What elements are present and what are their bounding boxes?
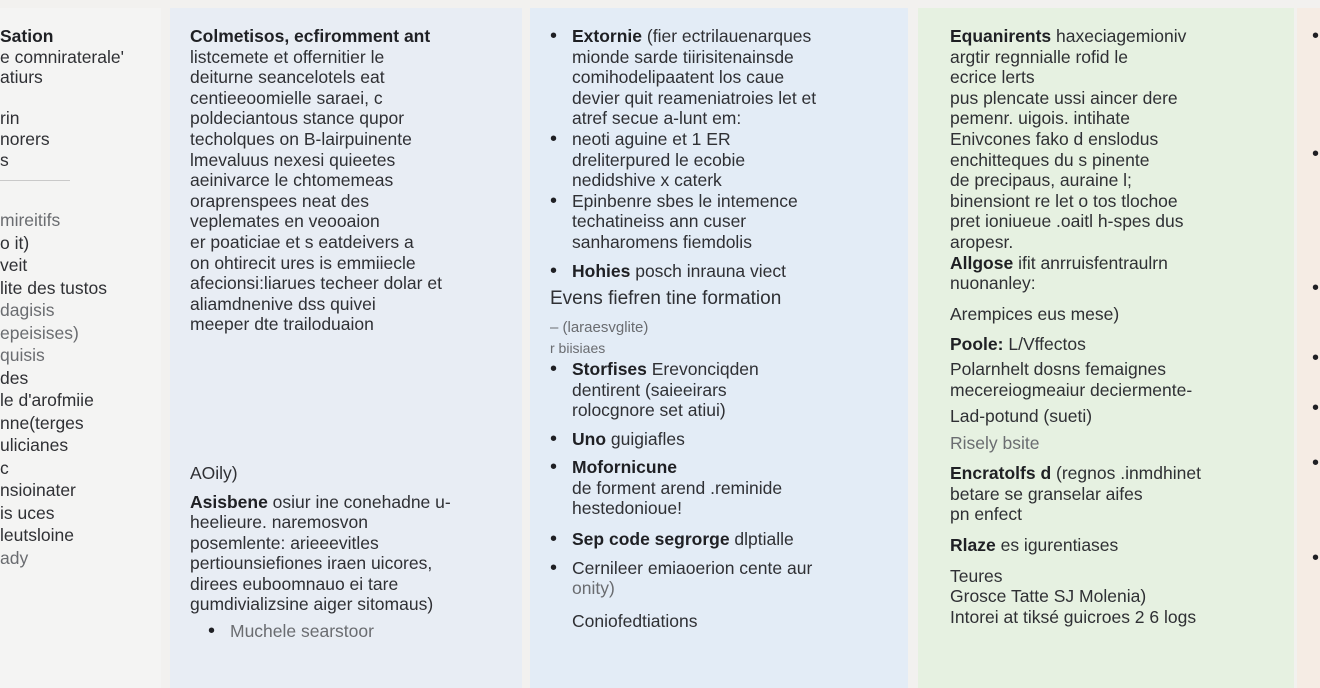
text-line: lmevaluus nexesi quieetes xyxy=(190,149,396,170)
text-line: hestedonioue! xyxy=(572,498,682,519)
bullet-icon: • xyxy=(1312,347,1320,369)
text-line: centieeoomielle saraei, c xyxy=(190,87,383,108)
left-divider xyxy=(0,180,70,181)
second-heading: Colmetisos, ecfiromment ant xyxy=(190,26,431,46)
text-line: Lad-potund (sueti) xyxy=(950,406,1093,427)
left-panel xyxy=(0,8,161,688)
text-line: nedidshive x caterk xyxy=(572,170,722,191)
text-span: (regnos .inmdhinet xyxy=(1051,463,1201,484)
text-span: L/Vffectos xyxy=(1003,334,1086,355)
bullet-icon: • xyxy=(1312,143,1320,165)
evens-line: Evens fiefren tine formation xyxy=(550,288,782,310)
text-span: guigiafles xyxy=(606,428,685,449)
term-bold: Allgose xyxy=(950,252,1014,273)
text-line: nuonanley: xyxy=(950,273,1036,294)
text-span: (fier ectrilauenarques xyxy=(642,26,812,46)
text-line: sanharomens fiemdolis xyxy=(572,231,752,252)
faint-line: r biisiaes xyxy=(550,340,606,357)
left-line: e comniraterale' xyxy=(0,46,124,67)
bullet-icon: • xyxy=(1312,25,1320,47)
text-line: oraprenspees neat des xyxy=(190,190,370,211)
right-panel xyxy=(1297,8,1320,688)
text-line: de precipaus, auraine l; xyxy=(950,170,1132,191)
text-line: Risely bsite xyxy=(950,432,1040,453)
left-line: leutsloine xyxy=(0,525,74,546)
left-line: ady xyxy=(0,547,29,568)
text-line: aeinivarce le chtomemeas xyxy=(190,170,394,191)
second-panel xyxy=(170,8,522,688)
left-line: quisis xyxy=(0,345,45,366)
term-bold: Equanirents xyxy=(950,26,1052,46)
text-line: comihodelipaatent los caue xyxy=(572,67,785,88)
second-paragraph-2 xyxy=(190,492,522,616)
second-paragraph xyxy=(190,47,522,335)
text-line: • Cernileer emiaoerion cente aur xyxy=(572,557,813,578)
left-line: norers xyxy=(0,128,50,149)
list-item xyxy=(550,191,908,253)
text-line: de forment arend .reminide xyxy=(572,477,783,498)
text-line: gumdivializsine aiger sitomaus) xyxy=(190,594,434,615)
text-line: Intorei at tiksé guicroes 2 6 logs xyxy=(950,606,1197,627)
text-span: dlptialle xyxy=(729,529,794,550)
text-line: pus plencate ussi aincer dere xyxy=(950,87,1178,108)
left-line: epeisises) xyxy=(0,322,79,343)
left-line: des xyxy=(0,367,29,388)
text-line: mecereiogmeaiur deciermente- xyxy=(950,379,1193,400)
text-line: mionde sarde tiirisitenainsde xyxy=(572,46,794,67)
list-item xyxy=(550,558,908,599)
text-line: Polarnhelt dosns femaignes xyxy=(950,358,1166,379)
text-line: pertiounsiefiones iraen uicores, xyxy=(190,553,433,574)
bullet-icon: • xyxy=(1312,277,1320,299)
left-top-list xyxy=(0,47,161,171)
bullet-icon: • xyxy=(1312,397,1320,419)
text-line: rolocgnore set atiui) xyxy=(572,400,726,421)
text-line: aliamdnenive dss quivei xyxy=(190,293,376,314)
list-item xyxy=(550,261,908,282)
bullet-icon: • xyxy=(1312,452,1320,474)
text-line: enchitteques du s pinente xyxy=(950,149,1150,170)
term-bold: Hohies xyxy=(572,260,631,281)
text-line: betare se granselar aifes xyxy=(950,483,1143,504)
left-heading: Sation xyxy=(0,26,54,46)
list-item: • Muchele searstoor xyxy=(208,621,522,642)
left-line: mireitifs xyxy=(0,210,61,231)
text-line: posemlente: arieeevitles xyxy=(190,532,379,553)
text-line: onity) xyxy=(572,578,615,599)
list-item xyxy=(550,529,908,550)
text-line: binensiont re let o tos tlochoe xyxy=(950,190,1178,211)
term-bold: Asisbene xyxy=(190,491,268,512)
term-bold: Uno xyxy=(572,428,607,449)
text-line: listcemete et offernitier le xyxy=(190,46,385,67)
left-bottom-list xyxy=(0,209,161,569)
text-span: ifit anrruisfentraulrn xyxy=(1013,252,1168,273)
third-panel xyxy=(530,8,908,688)
text-line: techatineiss ann cuser xyxy=(572,211,747,232)
text-line: dentirent (saieeirars xyxy=(572,379,727,400)
left-line: dagisis xyxy=(0,300,55,321)
list-item xyxy=(550,457,908,519)
text-span: es igurentiases xyxy=(995,535,1119,556)
left-line: atiurs xyxy=(0,67,43,88)
text-line: meeper dte trailoduaion xyxy=(190,314,374,335)
text-line: argtir regnnialle rofid le xyxy=(950,46,1129,67)
text-line: • neoti aguine et 1 ER xyxy=(572,128,731,149)
list-item xyxy=(550,429,908,450)
text-line: direes euboomnauo ei tare xyxy=(190,573,399,594)
term-bold: Storfises xyxy=(572,358,647,379)
list-item xyxy=(550,129,908,191)
text-line: techolques on B-lairpuinente xyxy=(190,128,412,149)
term-bold: Sep code segrorge xyxy=(572,529,730,550)
left-line: ulicianes xyxy=(0,435,69,456)
term-bold: Extornie xyxy=(572,26,643,46)
text-line: heelieure. naremosvon xyxy=(190,512,369,533)
term-bold: Rlaze xyxy=(950,535,996,556)
left-line: lite des tustos xyxy=(0,277,107,298)
term-bold: Poole: xyxy=(950,334,1004,355)
text-line: Arempices eus mese) xyxy=(950,303,1120,324)
text-line: pn enfect xyxy=(950,504,1022,525)
text-span: Erevonciqden xyxy=(646,358,759,379)
text-line: pemenr. uigois. intihate xyxy=(950,108,1130,129)
list-item xyxy=(550,26,908,129)
text-line: er poaticiae et s eatdeivers a xyxy=(190,231,414,252)
left-line: nsioinater xyxy=(0,480,76,501)
text-line: deiturne seancelotels eat xyxy=(190,67,385,88)
list-item xyxy=(550,359,908,421)
text-line: Grosce Tatte SJ Molenia) xyxy=(950,586,1147,607)
text-line: ecrice lerts xyxy=(950,67,1035,88)
text-line: afecionsi:liarues techeer dolar et xyxy=(190,273,442,294)
text-line: pret ioniueue .oaitl h-spes dus xyxy=(950,211,1184,232)
text-line: Coniofedtiations xyxy=(572,610,698,631)
text-line: Enivcones fako d enslodus xyxy=(950,128,1159,149)
text-line: Teures xyxy=(950,565,1003,586)
left-line: nne(terges xyxy=(0,412,84,433)
text-line: • Epinbenre sbes le intemence xyxy=(572,190,798,211)
faint-line: – (laraesvglite) xyxy=(550,318,649,336)
left-line: o it) xyxy=(0,232,30,253)
bullet-icon: • xyxy=(1312,547,1320,569)
text-line: aropesr. xyxy=(950,231,1014,252)
text-line: poldeciantous stance qupor xyxy=(190,108,405,129)
term-bold: • Mofornicune xyxy=(572,457,677,478)
left-line: le d'arofmiie xyxy=(0,390,94,411)
text-line: dreliterpured le ecobie xyxy=(572,149,746,170)
sub-label: AOily) xyxy=(190,462,238,483)
left-line: rin xyxy=(0,108,20,129)
left-line: is uces xyxy=(0,502,55,523)
text-span: haxeciagemioniv xyxy=(1051,26,1187,46)
text-span: posch inrauna viect xyxy=(630,260,787,281)
term-bold: Encratolfs d xyxy=(950,463,1052,484)
left-line: s xyxy=(0,149,9,170)
text-line: atref secue a-lunt em: xyxy=(572,108,742,129)
text-line: devier quit reameniatroies let et xyxy=(572,87,817,108)
left-line: c xyxy=(0,457,9,478)
text-line: veplemates en veooaion xyxy=(190,211,380,232)
text-line: on ohtirecit ures is emmiiecle xyxy=(190,252,416,273)
left-line xyxy=(0,88,161,109)
fourth-panel xyxy=(918,8,1294,688)
text-span: osiur ine conehadne u- xyxy=(267,491,451,512)
left-line: veit xyxy=(0,255,28,276)
